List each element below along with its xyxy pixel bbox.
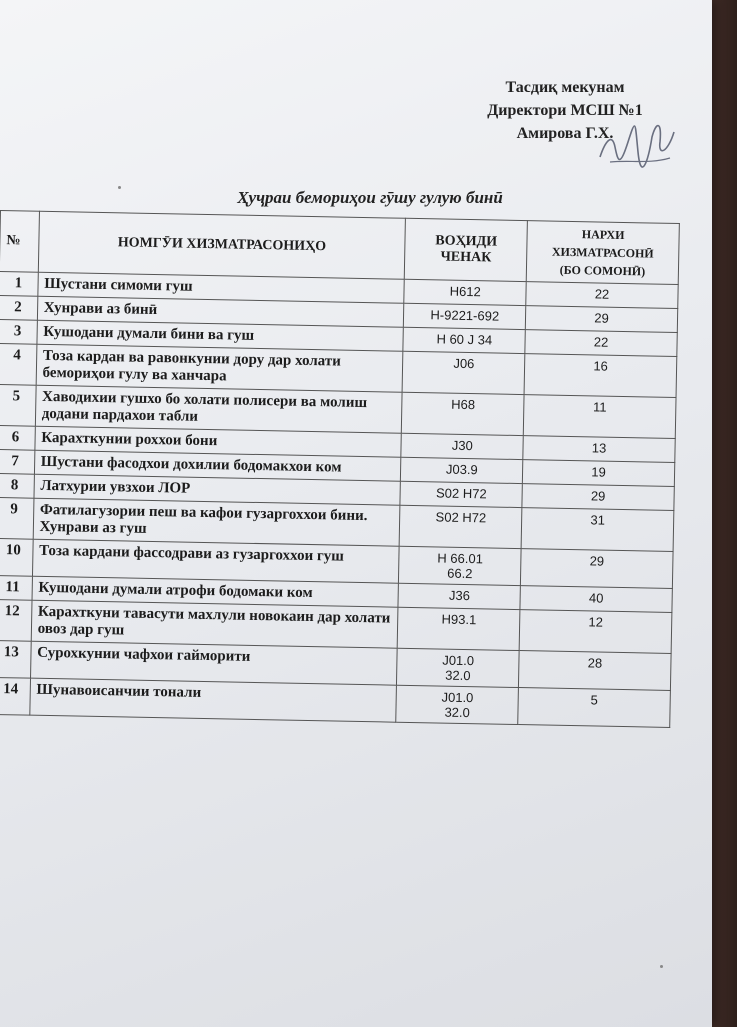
service-name: Шустани симоми гуш [38,272,405,303]
row-number: 12 [0,599,32,641]
row-number: 7 [0,449,35,474]
service-price: 28 [518,651,671,691]
unit-code [397,648,519,687]
row-number: 6 [0,425,35,450]
service-name: Хунрави аз бинӣ [37,296,404,327]
document-title: Ҳуҷраи бемориҳои гӯшу гулую бинӣ [237,188,503,207]
service-price: 40 [520,586,672,613]
services-table-wrapper [0,210,700,728]
service-price: 29 [525,306,677,333]
service-name: Сурохкунии чафхои гайморити [30,641,397,685]
header-unit-line-1: ВОҲИДИ [435,233,498,250]
row-number: 8 [0,473,34,498]
unit-code [398,607,520,650]
unit-code [404,279,526,305]
unit-code-line-1: J03.9 [445,461,478,478]
service-price: 16 [524,354,677,398]
service-name: Кушодани думали атрофи бодомаки ком [32,576,399,607]
service-price: 29 [522,484,674,511]
service-price: 31 [521,508,674,552]
header-price-line-3: (БО СОМОНӢ) [559,262,646,279]
row-number: 10 [0,538,33,576]
header-price-line-2: ХИЗМАТРАСОНӢ [551,244,654,261]
service-name: Хаводихии гушхо бо холати полисери ва молиш додани пардахои табли [35,385,402,433]
service-name: Карахткуни тавасути махлули новокаин дар холати овоз дар гуш [31,600,398,648]
row-number: 13 [0,640,31,678]
service-price: 19 [522,460,674,487]
header-unit [405,218,528,281]
service-name: Шунавоисанчии тонали [29,678,396,722]
unit-code [399,546,521,585]
service-name: Карахткунии роххои бони [35,426,402,457]
unit-code [400,505,522,548]
services-table [0,210,680,728]
unit-code-line-1: H612 [449,283,481,300]
unit-code [403,351,525,394]
service-name: Тоза кардани фассодрави аз гузаргоххои гуш [32,539,399,583]
handwritten-signature [590,112,680,172]
row-number: 4 [0,343,37,385]
service-name: Кушодани думали бини ва гуш [37,320,404,351]
row-number: 2 [0,295,38,320]
unit-code [402,392,524,435]
row-number: 14 [0,677,30,715]
service-price: 22 [526,282,678,309]
unit-code-line-2: 32.0 [444,704,470,721]
service-price: 13 [523,436,675,463]
paper-speck [660,965,663,968]
unit-code-line-1: H68 [451,396,476,413]
unit-code-line-1: J01.0 [442,652,475,669]
table-body [0,271,678,727]
row-number: 1 [0,271,38,296]
header-number: № [0,211,39,273]
service-price: 12 [519,610,672,654]
service-name: Фатилагузории пеш ва кафои гузаргоххои бини. Хунрави аз гуш [33,498,400,546]
service-name: Шустани фасодхои дохилии бодомакхои ком [34,450,401,481]
service-price: 5 [518,688,671,728]
unit-code-line-2: 66.2 [447,565,473,582]
service-price: 29 [520,549,673,589]
row-number: 5 [0,384,36,426]
header-service-name: НОМГӮИ ХИЗМАТРАСОНИҲО [38,211,406,279]
approval-line-3: Амирова Г.Х. [516,125,614,142]
unit-code [398,583,520,609]
unit-code-line-1: H93.1 [441,611,477,628]
unit-code [401,433,523,459]
unit-code [396,685,518,724]
unit-code [403,327,525,353]
row-number: 11 [0,575,32,600]
service-price: 22 [525,330,677,357]
unit-code-line-1: J36 [448,587,471,604]
paper-speck [118,186,121,189]
service-price: 11 [523,395,676,439]
unit-code-line-1: H 66.01 [437,550,484,567]
approval-line-1: Тасдиқ мекунам [505,79,625,96]
unit-code-line-2: 32.0 [445,667,471,684]
service-name: Латхурии увзхои ЛОР [34,474,401,505]
unit-code-line-1: H 60 J 34 [436,331,493,348]
unit-code-line-1: J30 [451,437,473,454]
unit-code-line-1: J01.0 [441,689,474,706]
unit-code-line-1: J06 [453,355,475,372]
header-unit-line-2: ЧЕНАК [440,249,492,266]
unit-code-line-1: S02 H72 [435,485,487,502]
unit-code [401,457,523,483]
unit-code-line-1: S02 H72 [435,509,487,526]
service-name: Тоза кардан ва равонкунии дору дар холати бемориҳои гулу ва ханчара [36,344,403,392]
approval-line-2: Директори МСШ №1 [487,102,643,119]
unit-code [400,481,522,507]
row-number: 3 [0,319,37,344]
header-price-line-1: НАРХИ [581,227,625,242]
header-price [526,221,679,285]
unit-code [404,303,526,329]
row-number: 9 [0,497,34,539]
unit-code-line-1: H-9221-692 [430,307,500,324]
